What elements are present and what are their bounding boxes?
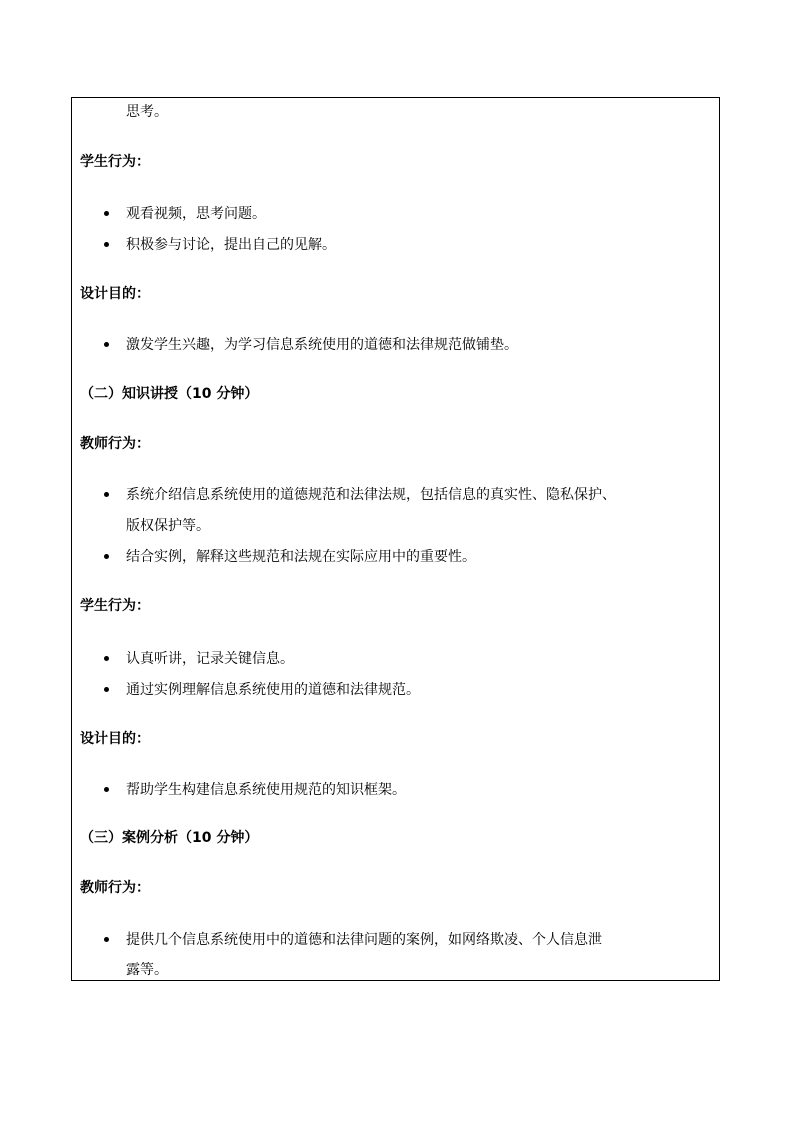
- list-item: 帮助学生构建信息系统使用规范的知识框架。: [126, 782, 406, 798]
- student-behavior-heading: 学生行为：: [80, 154, 150, 170]
- teacher-behavior-heading: 教师行为：: [80, 880, 150, 896]
- list-item: 认真听讲，记录关键信息。: [126, 651, 294, 667]
- bullet-icon: [104, 342, 109, 347]
- list-item: 激发学生兴趣，为学习信息系统使用的道德和法律规范做铺垫。: [126, 337, 518, 353]
- list-item: 通过实例理解信息系统使用的道德和法律规范。: [126, 682, 420, 698]
- list-item: 系统介绍信息系统使用的道德规范和法律法规，包括信息的真实性、隐私保护、: [126, 487, 616, 503]
- section-title: （三）案例分析（10 分钟）: [80, 830, 259, 846]
- student-behavior-heading: 学生行为：: [80, 598, 150, 614]
- list-item: 观看视频，思考问题。: [126, 206, 266, 222]
- continuation-text: 思考。: [126, 104, 168, 120]
- design-goal-heading: 设计目的：: [80, 286, 150, 302]
- bullet-icon: [104, 656, 109, 661]
- bullet-icon: [104, 242, 109, 247]
- bullet-icon: [104, 787, 109, 792]
- bullet-icon: [104, 211, 109, 216]
- list-item-continuation: 露等。: [126, 962, 168, 978]
- bullet-icon: [104, 937, 109, 942]
- lesson-plan-table-cell: [71, 97, 720, 981]
- list-item: 结合实例，解释这些规范和法规在实际应用中的重要性。: [126, 549, 476, 565]
- bullet-icon: [104, 687, 109, 692]
- bullet-icon: [104, 554, 109, 559]
- list-item: 积极参与讨论，提出自己的见解。: [126, 237, 336, 253]
- teacher-behavior-heading: 教师行为：: [80, 436, 150, 452]
- list-item: 提供几个信息系统使用中的道德和法律问题的案例，如网络欺凌、个人信息泄: [126, 932, 602, 948]
- section-title: （二）知识讲授（10 分钟）: [80, 386, 259, 402]
- design-goal-heading: 设计目的：: [80, 731, 150, 747]
- bullet-icon: [104, 492, 109, 497]
- list-item-continuation: 版权保护等。: [126, 518, 210, 534]
